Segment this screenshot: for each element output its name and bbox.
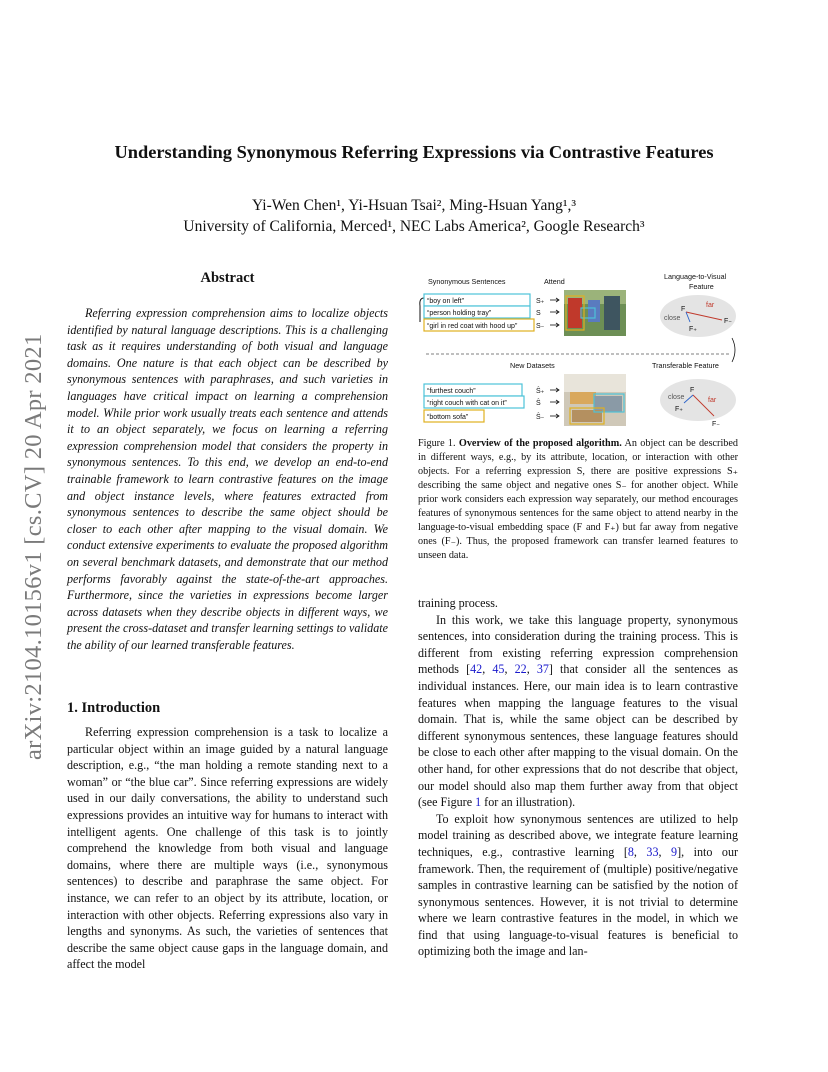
citation-link[interactable]: 42 — [470, 662, 483, 677]
arrow-icons-top — [550, 298, 559, 327]
sentence-bottom-1: “furthest couch” — [427, 388, 476, 395]
feature-F-plus-bottom: F₊ — [675, 406, 683, 413]
curved-arrow-icon — [732, 338, 735, 362]
citation-link[interactable]: 22 — [514, 662, 527, 677]
introduction-body: Referring expression comprehension is a task to localize a particular object within an image guided by a natural language description, e.g., “the man holding a remote standing next to a woman” or “the blue car”. Since referring expressions are widely used in our daily conversations, the ability to understand such expressions provides an intuitive way for humans to interact with intelligent agents. One challenge of this task is to jointly comprehend the knowledge from both visual and language domains, where there are multiple ways (i.e., synonymous sentences) to describe and paraphrase the same object. For instance, we can refer to an object by its attribute, location, or interaction with other objects. Referring expressions also vary in lengths and synonyms. As such, the varieties of sentences that describe the same object cause gaps in the language domain, and affect the model — [67, 725, 388, 972]
caption-text: An object can be described in different ways, e.g., by its attribute, location, or interaction with other objects. For a referring expression S, there are positive expressions S₊ describing the same object and negative ones S₋ for another object. While prior work considers each expression way separately, our method encourages features of synonymous sentences for the same object to attend nearby in the language-to-visual embedding space (F and F₊) but far away from negative ones (F₋). Thus, the proposed framework can transfer learned features to unseen data. — [418, 438, 738, 561]
symbol-s-plus: S₊ — [536, 298, 545, 305]
arxiv-identifier-stamp: arXiv:2104.10156v1 [cs.CV] 20 Apr 2021 — [20, 333, 47, 760]
p2-text-b: ] that consider all the sentences as individual instances. Here, our main idea is to learn contrastive features when mapping the language features to the visual domain. That is, while the same object can be described by different synonymous sentences, these language features should be close to each other after mapping to the visual domain. On the other hand, for other expressions that do not describe that object, our model should also map them further away from that object (see Figure — [418, 662, 738, 810]
label-transferable-feature: Transferable Feature — [652, 361, 719, 370]
label-feature: Feature — [689, 282, 714, 291]
feature-F-minus-bottom: F₋ — [712, 421, 720, 428]
photo-top-scene — [564, 290, 626, 336]
symbol-s: S — [536, 310, 541, 317]
paper-title: Understanding Synonymous Referring Expressions via Contrastive Features — [114, 142, 714, 162]
sentence-top-3: “girl in red coat with hood up” — [427, 323, 518, 330]
citation-link[interactable]: 8 — [627, 844, 634, 859]
symbol-s-hat-plus: Ŝ₊ — [536, 388, 545, 395]
feature-F-plus-top: F₊ — [689, 326, 697, 333]
p2-text-a: In this work, we take this language property, synonymous sentences, into consideration during the training process. This is different from existing referring expression comprehension methods [ — [418, 612, 738, 677]
label-close-top: close — [664, 315, 681, 322]
p2-text-end: for an illustration). — [481, 795, 576, 810]
p3-text-b: ], into our framework. Then, the requirement of (multiple) positive/negative samples in contrastive learning can be satisfied by the notion of synonymous sentences. However, it is not trivial to determine where we learn contrastive features in the model, in which we find that using language-to-visual features is beneficial to optimizing both the image and lan- — [418, 844, 739, 959]
photo-bottom-scene — [564, 374, 626, 426]
figure-1-diagram — [418, 270, 740, 433]
sentence-top-2: “person holding tray” — [427, 310, 492, 317]
abstract-body: Referring expression comprehension aims to localize objects identified by natural language descriptions. This is a challenging task as it requires understanding of both visual and language domains. One nature is that each object can be described by synonymous sentences with paraphrases, and such varieties in languages have critical impact on learning a comprehension model. While prior work usually treats each sentence and attends it to an object separately, we focus on learning a referring expression comprehension model that considers the property in synonymous sentences. To this end, we develop an end-to-end trainable framework to learn contrastive features on the image and object instance levels, where features extracted from synonymous sentences to describe the same object should be closer to each other after mapping to the visual domain. We conduct extensive experiments to evaluate the proposed algorithm on several benchmark datasets, and demonstrate that our method performs favorably against the state-of-the-art approaches. Furthermore, since the varieties in expressions become larger across datasets when they describe objects in different ways, we present the cross-dataset and transfer learning settings to validate the ability of our learned transferable features. — [67, 306, 388, 652]
figure-ref-link[interactable]: 1 — [475, 795, 482, 810]
author-block — [0, 195, 828, 237]
left-brace — [420, 298, 424, 322]
paragraph-continuation: training process. — [418, 596, 498, 610]
label-close-bottom: close — [668, 394, 685, 401]
symbol-s-hat-minus: Ŝ₋ — [536, 414, 545, 421]
sentence-top-1: “boy on left” — [427, 298, 464, 305]
feature-F-bottom: F — [690, 387, 695, 394]
symbol-s-minus: S₋ — [536, 323, 545, 330]
label-new-datasets: New Datasets — [510, 361, 555, 370]
arrow-icons-bottom — [550, 388, 559, 418]
sentence-bottom-3: “bottom sofa” — [427, 414, 469, 421]
feature-F-top: F — [681, 306, 686, 313]
citation-link[interactable]: 33 — [646, 844, 659, 859]
citation-link[interactable]: 37 — [536, 662, 549, 677]
citation-link[interactable]: 9 — [671, 844, 678, 859]
sentence-bottom-2: “right couch with cat on it” — [427, 400, 507, 407]
paragraph-this-work: In this work, we take this language property, synonymous sentences, into consideration during the training process. This is different from existing referring expression comprehension methods [42, 45, 22, 37] that consider all the sentences as individual instances. Here, our main idea is to learn contrastive features when mapping the language features to the visual domain. That is, while the same object can be described by different synonymous sentences, these language features should be close to each other after mapping to the visual domain. On the other hand, for other expressions that do not describe that object, our model should also map them further away from that object (see Figure 1 for an illustration). — [418, 612, 738, 810]
caption-lead: Figure 1. — [418, 438, 459, 449]
p3-text-a: To exploit how synonymous sentences are utilized to help model training as described above, we integrate feature learning techniques, e.g., contrastive learning [ — [418, 811, 738, 859]
label-far-top: far — [706, 302, 715, 309]
authors-line: Yi-Wen Chen¹, Yi-Hsuan Tsai², Ming-Hsuan Yang¹,³ — [251, 197, 577, 214]
introduction-heading: 1. Introduction — [67, 700, 161, 716]
citation-link[interactable]: 45 — [492, 662, 505, 677]
feature-F-minus-top: F₋ — [724, 318, 732, 325]
label-language-to-visual: Language-to-Visual — [664, 272, 727, 281]
right-column-body — [418, 595, 738, 960]
affiliations-line: University of California, Merced¹, NEC Labs America², Google Research³ — [183, 218, 645, 235]
paragraph-exploit: To exploit how synonymous sentences are utilized to help model training as described above, we integrate feature learning techniques, e.g., contrastive learning [8, 33, 9], into our framework. Then, the requirement of (multiple) positive/negative samples in contrastive learning can be satisfied by the notion of synonymous sentences. However, it is not trivial to determine where we learn contrastive features in the model, in which we find that using language-to-visual features is beneficial to optimizing both the image and lan- — [418, 811, 739, 959]
abstract-heading: Abstract — [200, 270, 255, 286]
label-synonymous-sentences: Synonymous Sentences — [428, 277, 506, 286]
symbol-s-hat: Ŝ — [536, 400, 541, 407]
figure-1-caption — [418, 437, 738, 563]
label-far-bottom: far — [708, 397, 717, 404]
label-attend: Attend — [544, 277, 565, 286]
caption-bold: Overview of the proposed algorithm. — [458, 438, 622, 449]
